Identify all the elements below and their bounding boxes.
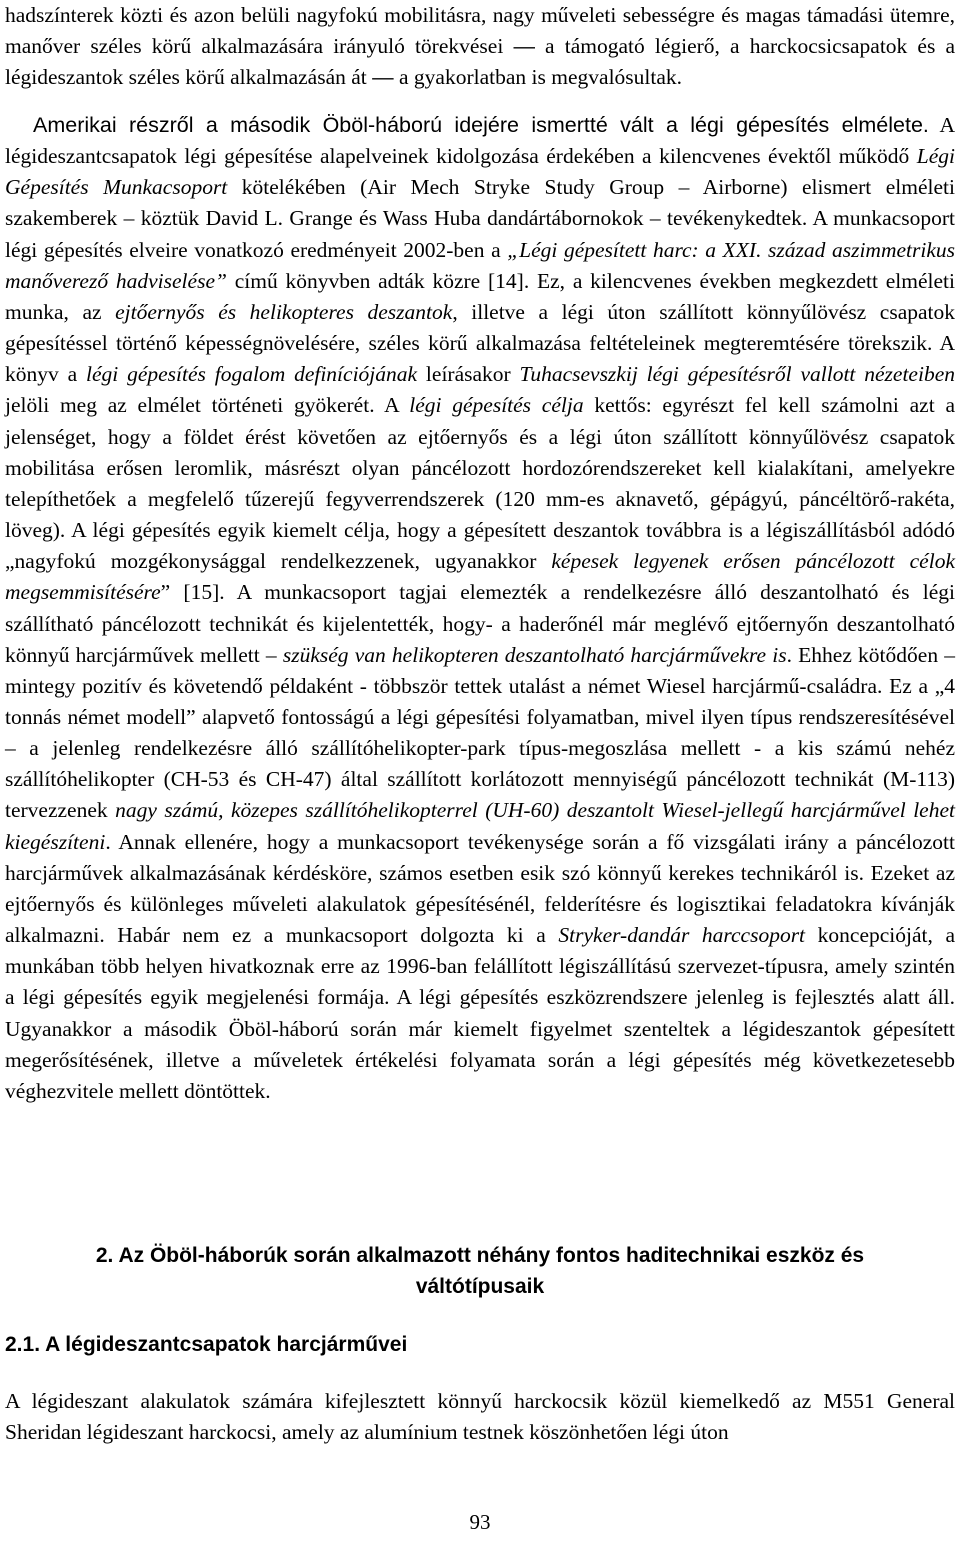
paragraph-text: című könyvben adták közre [14]. Ez, a kilencvenes években megkezdett elméleti munka, az (5, 268, 955, 324)
dash: — (372, 65, 394, 90)
paragraph-text: hadszínterek közti és azon belüli nagyfokú mobilitásra, nagy műveleti sebességre és magas támadási ütemre, manőver széles körű alkalmazására irányuló törekvései (5, 3, 955, 59)
subsection-heading: 2.1. A légideszantcsapatok harcjárművei (5, 1333, 408, 1356)
paragraph-text: . Annak ellenére, hogy a munkacsoport tevékenysége során a fő vizsgálati irány a páncélozott harcjárművek alkalmazásának kérdésköre, számos esetben esik szó könnyű kerekes technikáról is. Ezeket az ejtőernyős és különleges műveleti alakulatok gépesítésénél, felderítésre és logisztikai feladatokra kívánják alkalmazni. Habár nem ez a munkacsoport dolgozta ki a (5, 829, 955, 948)
book-title: „Légi gépesített harc: a XXI. század aszimmetrikus manőverező hadviselése” (5, 237, 955, 293)
paragraph-text: koncepcióját, a munkában több helyen hivatkoznak erre az 1996-ban felállított légiszállítású szervezet-típusra, amely szintén a légi gépesítés egyik megjelenési formája. A légi gépesítés eszközrendszere jelenleg is fejlesztés alatt áll. Ugyanakkor a második Öböl-háború során már kiemelt figyelmet szenteltek a légideszantok gépesített megerősítésének, illetve a műveletek értékelési folyamata során a légi gépesítés még következetesebb véghezvitele mellett döntöttek. (5, 923, 956, 1103)
dash: — (513, 34, 535, 59)
emphasis-text: Stryker-dandár harccsoport (558, 923, 806, 948)
emphasis-text: nagy számú, közepes szállítóhelikopterrel (UH-60) deszantolt Wiesel-jellegű harcjárművel lehet kiegészíteni (5, 798, 955, 854)
paragraph-text: jelöli meg az elmélet történeti gyökerét. A (5, 393, 410, 418)
emphasis-text: ejtőernyős és helikopteres deszantok (115, 299, 453, 324)
paragraph-air-mech (5, 110, 955, 1107)
paragraph-text: . Ehhez kötődően – mintegy pozitív és követendő példaként - többször tettek utalást a német Wiesel harcjármű-családra. Ez a „4 tonnás német modell” alapvető fontosságú a légi gépesítési folyamatban, mivel ilyen típus rendszeresítésével – a jelenleg rendelkezésre álló szállítóhelikopter-park típus-megoszlása mellett - a kis számú nehéz szállítóhelikopter (CH-53 és CH-47) által szállított korlátozott mennyiségű páncélozott technikát (M-113) tervezzenek (5, 642, 955, 823)
paragraph-text: , illetve a légi úton szállított könnyűlövész csapatok gépesítéssel történő képességnövelésére, széles körű alkalmazása feltételeinek megteremtésére törekszik. A könyv a (5, 299, 956, 387)
paragraph-text: leírásakor (417, 362, 520, 387)
paragraph-text: A légideszantcsapatok légi gépesítése alapelveinek kidolgozása érdekében a kilencvenes évektől működő (5, 113, 956, 169)
emphasis-text: Tuhacsevszkij légi gépesítésről vallott nézeteiben (519, 362, 955, 387)
page-number: 93 (469, 1510, 491, 1534)
emphasis-text: Légi Gépesítés Munkacsoport (5, 144, 955, 200)
paragraph-text: kötelékében (Air Mech Stryke Study Group – Airborne) elismert elméleti szakemberek – köztük David L. Grange és Wass Huba dandártábornokok – tevékenykedtek. A munkacsoport légi gépesítés elveire vonatkozó eredményeit 2002-ben a (5, 175, 955, 262)
emphasis-text: légi gépesítés fogalom definíciójának (86, 362, 418, 387)
paragraph-text: a gyakorlatban is megvalósultak. (393, 65, 683, 90)
paragraph-sheridan: A légideszant alakulatok számára kifejlesztett könnyű harckocsik közül kiemelkedő az M551 General Sheridan légideszant harckocsi, amely az alumínium testnek köszönhetően légi úton (5, 1389, 955, 1445)
emphasis-text: szükség van helikopteren deszantolható harcjárművekre is (282, 642, 787, 667)
paragraph-text: ” [15]. A munkacsoport tagjai elemezték a rendelkezésre álló deszantolható és légi szállítható páncélozott technikát és kijelentették, hogy- a haderőnél már meglévő ejtőernyőn deszantolható könnyű harcjárművek mellett – (5, 580, 955, 667)
paragraph-intro (5, 0, 955, 93)
section-heading: 2. Az Öböl-háborúk során alkalmazott néhány fontos haditechnikai eszköz és váltótípusaik (95, 1244, 865, 1298)
paragraph-text: a támogató légierő, a harckocsicsapatok és a légideszantok széles körű alkalmazásán át (5, 34, 955, 90)
paragraph-text: kettős: egyrészt fel kell számolni azt a jelenséget, hogy a földet érést követően az ejtőernyős és a légi úton szállított könnyűlövész csapatok mobilitása erősen leromlik, másrészt olyan páncélozott hordozórendszereket kell kialakítani, amelyekre telepíthetőek a megfelelő tűzerejű fegyverrendszerek (120 mm-es aknavető, gépágyú, páncéltörő-rakéta, löveg). A légi gépesítés egyik kiemelt célja, hogy a gépesített deszantok továbbra is a légiszállításból adódó „nagyfokú mozgékonysággal rendelkezzenek, ugyanakkor (5, 393, 955, 574)
emphasis-text: légi gépesítés célja (409, 393, 584, 418)
lead-sentence: Amerikai részről a második Öböl-háború idejére ismertté vált a légi gépesítés elmélete. (33, 113, 929, 137)
emphasis-text: képesek legyenek erősen páncélozott célok megsemmisítésére (5, 549, 955, 605)
